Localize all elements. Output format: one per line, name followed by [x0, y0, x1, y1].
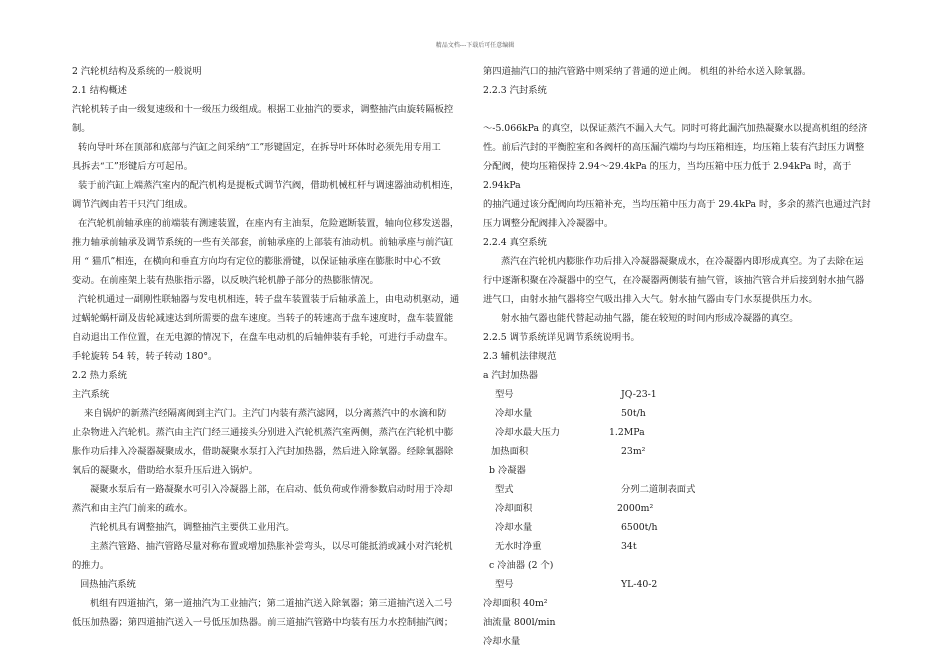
spec-label: 型式 [495, 484, 514, 495]
spec-label: 无水时净重 [495, 541, 542, 552]
spec-row [483, 442, 878, 461]
text-line: 汽轮机具有调整抽汽，调整抽汽主要供工业用汽。 [90, 522, 295, 533]
text-line: 汽轮机转子由一级复速级和十一级压力级组成。根据工业抽汽的要求，调整抽汽由旋转隔板控 [72, 104, 454, 115]
text-line: 射水抽气器也能代替起动抽气器，能在较短的时间内形成冷凝器的真空。 [501, 313, 799, 324]
spec-row [483, 423, 878, 442]
spec-label: b 冷凝器 [489, 465, 526, 476]
text-line: 氧后的凝聚水，借助给水泵升压后进入锅炉。 [72, 465, 258, 476]
text-line [483, 100, 878, 119]
text-line: 手轮旋转 54 转，转子转动 180°。 [72, 351, 218, 362]
spec-value: JQ-23-1 [621, 389, 657, 400]
text-line: 用 “ 猫爪”相连，在横向和垂直方向均有定位的膨胀滑键，以保证轴承座在膨胀时中心不致 [72, 256, 441, 267]
spec-row [483, 499, 878, 518]
text-line: 行中逐渐积聚在冷凝器中的空气，在冷凝器两侧装有抽气管，该抽汽管合并后接到射水抽气器 [483, 275, 865, 286]
text-line: 蒸汽在汽轮机内膨胀作功后排入冷凝器凝聚成水，在冷凝器内即形成真空。为了去除在运 [501, 256, 864, 267]
text-line: ～-5.066kPa 的真空，以保证蒸汽不漏入大气。同时可将此漏汽加热凝聚水以提高机组的经济 [483, 123, 868, 134]
left-column [72, 62, 464, 632]
text-line: 过蜗轮蜗杆副及齿轮减速达到所需要的盘车速度。当转子的转速高于盘车速度时，盘车装置能 [72, 313, 454, 324]
text-line: 凝聚水泵后有一路凝聚水可引入冷凝器上部，在启动、低负荷或作滑参数启动时用于冷却 [90, 484, 453, 495]
text-line: 胀作功后排入冷凝器凝聚成水，借助凝聚水泵打入汽封加热器，然后进入除氧器。经除氧器除 [72, 446, 454, 457]
spec-label: 冷却水最大压力 [495, 427, 561, 438]
spec-row [483, 461, 878, 480]
spec-value: 23m² [621, 446, 646, 457]
text-line: 转向导叶环在顶部和底部与汽缸之间采纳“工”形键固定，在拆导叶环体时必须先用专用工 [78, 142, 441, 153]
spec-label: 加热面积 [491, 446, 529, 457]
spec-label: 冷却水量 [495, 522, 533, 533]
text-line: 变动。在前座架上装有热胀指示器，以反映汽轮机静子部分的热膨胀情况。 [72, 275, 379, 286]
spec-row [483, 385, 878, 404]
spec-label: c 冷油器 (2 个) [489, 560, 554, 571]
text-line: 压力调整分配阀排入冷凝器中。 [483, 218, 614, 229]
spec-value: YL-40-2 [621, 579, 658, 590]
text-line: 调节汽阀由若干只汽门组成。 [72, 199, 193, 210]
text-line: 2.2.4 真空系统 [483, 237, 547, 248]
text-line: 主汽系统 [72, 389, 110, 400]
text-line: 进气口，由射水抽气器将空气吸出排入大气。射水抽气器由专门水泵提供压力水。 [483, 294, 818, 305]
spec-label: 冷却水量 [483, 636, 521, 647]
spec-value: 34t [621, 541, 637, 552]
text-line: 蒸汽和由主汽门前来的疏水。 [72, 503, 193, 514]
text-line: 分配阀，使均压箱保持 2.94～29.4kPa 的压力，当均压箱中压力低于 2.94kPa 时，高于 2.94kPa [483, 161, 852, 191]
text-line: 2.1 结构概述 [72, 85, 127, 96]
text-line: 性。前后汽封的平衡腔室和各阀杆的高压漏汽端均与均压箱相连，均压箱上装有汽封压力调整 [483, 142, 865, 153]
text-line: 2.2.5 调节系统详见调节系统说明书。 [483, 332, 640, 343]
spec-value: 1.2MPa [609, 427, 645, 438]
spec-row [483, 613, 878, 632]
spec-label: 型号 [495, 579, 514, 590]
spec-row [483, 575, 878, 594]
text-line: 回热抽汽系统 [80, 579, 136, 590]
spec-row [483, 632, 878, 651]
spec-row [483, 537, 878, 556]
text-line: 第四道抽汽口的抽汽管路中则采纳了普通的逆止阀。 机组的补给水送入除氧器。 [483, 66, 812, 77]
spec-row [483, 556, 878, 575]
spec-value: 2000m² [617, 503, 654, 514]
text-line: 具拆去“工”形键后方可起吊。 [72, 161, 194, 172]
spec-row [483, 366, 878, 385]
text-line: 2.2.3 汽封系统 [483, 85, 547, 96]
spec-row [483, 404, 878, 423]
text-line: 的抽汽通过该分配阀向均压箱补充，当均压箱中压力高于 29.4kPa 时，多余的蒸汽也通过汽封 [483, 199, 871, 210]
text-line: 低压加热器；第四道抽汽送入一号低压加热器。前三道抽汽管路中均装有压力水控制抽汽阀； [72, 617, 454, 628]
text-line: 止杂物进入汽轮机。蒸汽由主汽门经三通接头分别进入汽轮机蒸汽室两侧，蒸汽在汽轮机中膨 [72, 427, 454, 438]
text-line: 装于前汽缸上端蒸汽室内的配汽机构是提板式调节汽阀，借助机械杠杆与调速器油动机相连， [78, 180, 460, 191]
text-line: 机组有四道抽汽，第一道抽汽为工业抽汽；第二道抽汽送入除氧器；第三道抽汽送入二号 [90, 598, 453, 609]
spec-row [483, 480, 878, 499]
page-header: 精品文档---下载后可任意编辑 [435, 42, 515, 49]
spec-value: 50t/h [621, 408, 646, 419]
right-column [483, 62, 878, 651]
spec-row [483, 594, 878, 613]
text-line: 2.3 辅机法律规范 [483, 351, 557, 362]
text-line: 的推力。 [72, 560, 110, 571]
spec-row [483, 518, 878, 537]
text-line: 2.2 热力系统 [72, 370, 127, 381]
text-line: 推力轴承前轴承及调节系统的一些有关部套，前轴承座的上部装有油动机。前轴承座与前汽缸 [72, 237, 454, 248]
text-line: 自动退出工作位置，在无电源的情况下，在盘车电动机的后轴伸装有手轮，可进行手动盘车。 [72, 332, 454, 343]
spec-label: a 汽封加热器 [483, 370, 538, 381]
spec-label: 油流量 800l/min [483, 617, 556, 628]
text-line: 2 汽轮机结构及系统的一般说明 [72, 66, 202, 77]
spec-label: 冷却面积 [495, 503, 533, 514]
spec-value: 6500t/h [621, 522, 658, 533]
text-line: 主蒸汽管路、抽汽管路尽量对称布置或增加热胀补尝弯头，以尽可能抵消或减小对汽轮机 [90, 541, 453, 552]
spec-label: 型号 [495, 389, 514, 400]
spec-value: 分列二道制表面式 [621, 484, 696, 495]
text-line: 汽轮机通过一副刚性联轴器与发电机相连，转子盘车装置装于后轴承盖上，由电动机驱动，通 [78, 294, 460, 305]
text-line: 在汽轮机前轴承座的前端装有测速装置，在座内有主油泵，危险遮断装置，轴向位移发送器， [78, 218, 460, 229]
spec-label: 冷却水量 [495, 408, 533, 419]
spec-label: 冷却面积 40m² [483, 598, 548, 609]
text-line: 制。 [72, 123, 91, 134]
text-line: 来自锅炉的新蒸汽经隔离阀到主汽门。主汽门内装有蒸汽滤网，以分离蒸汽中的水滴和防 [84, 408, 447, 419]
